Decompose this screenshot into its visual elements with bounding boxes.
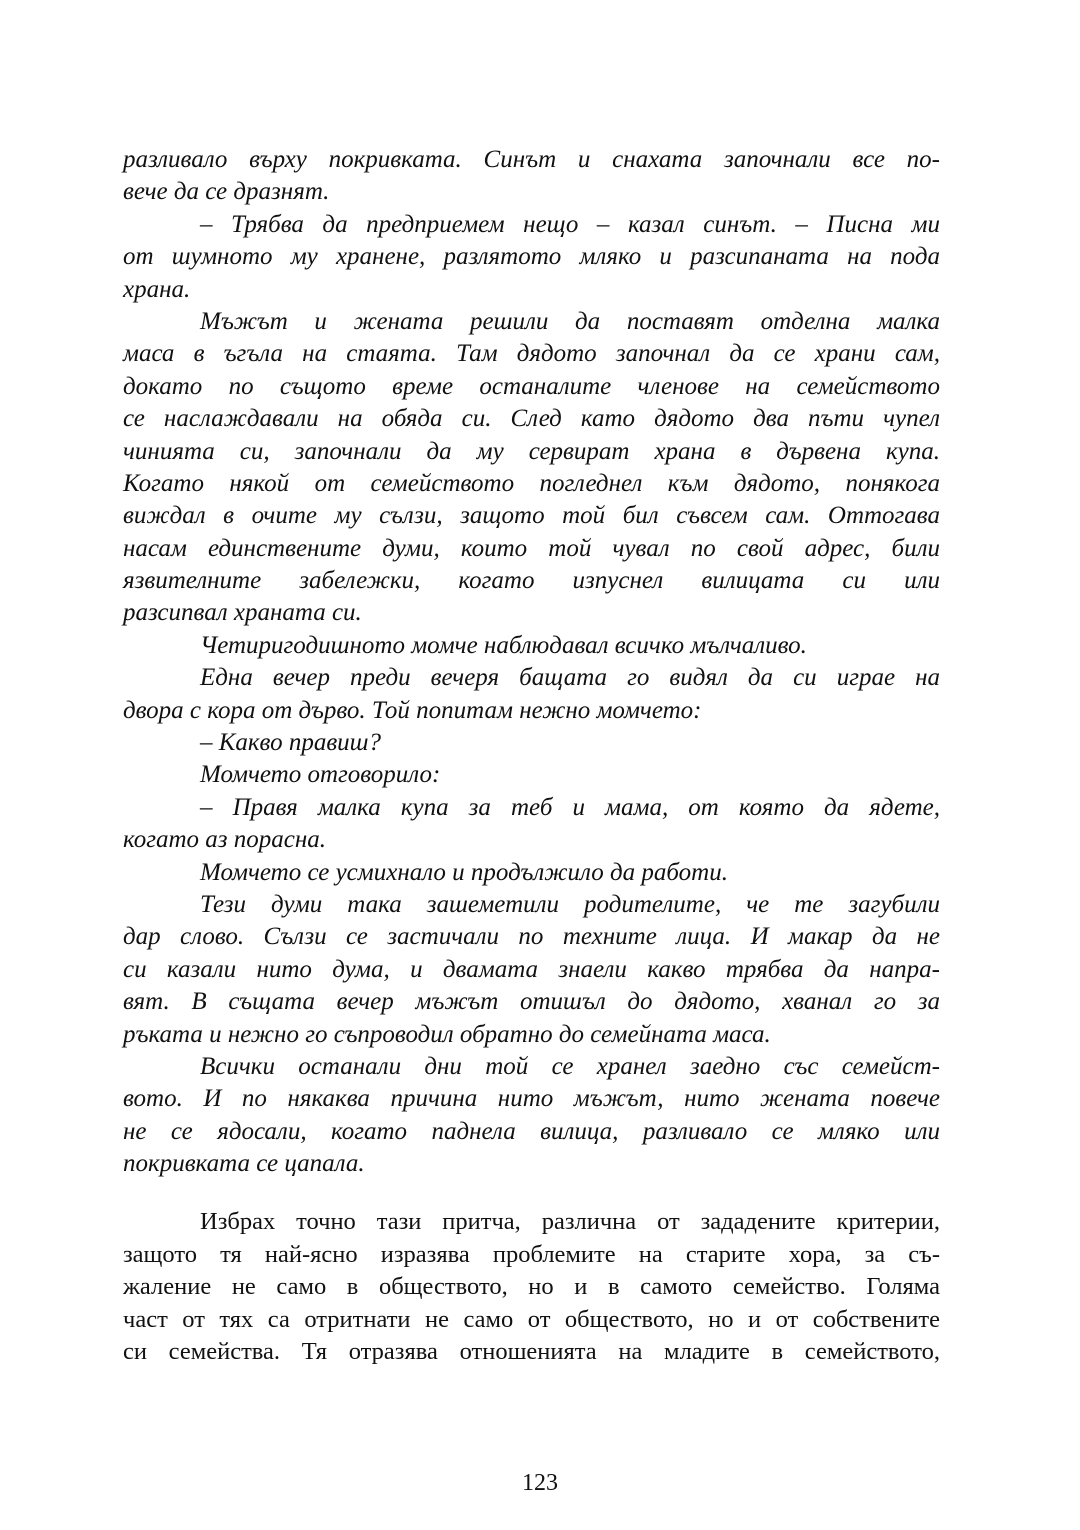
text-line: Момчето се усмихнало и продължило да работи. <box>200 858 728 886</box>
text-line: вече да се дразнят. <box>123 178 330 206</box>
text-line: Всички останали дни той се хранел заедно със семейст- <box>200 1052 940 1080</box>
text-line: се наслаждавали на обяда си. След като дядото два пъти чупел <box>123 405 940 433</box>
text-line: насам единствените думи, които той чувал по свой адрес, били <box>123 534 940 562</box>
text-line: докато по същото време останалите членове на семейството <box>123 372 940 400</box>
text-line: Когато някой от семейството погледнел към дядото, понякога <box>123 469 940 497</box>
text-line: ръката и нежно го съпроводил обратно до семейната маса. <box>123 1020 771 1048</box>
text-line: Тези думи така зашеметили родителите, че те загубили <box>200 890 940 918</box>
story-paragraph <box>123 857 940 889</box>
text-line: разсипвал храната си. <box>123 599 362 627</box>
text-line: вят. В същата вечер мъжът отишъл до дядото, хванал го за <box>123 988 940 1016</box>
text-line: вото. И по някаква причина нито мъжът, нито жената повече <box>123 1085 940 1113</box>
story-paragraph <box>123 144 940 209</box>
essay-paragraph <box>123 1206 940 1369</box>
story-paragraph <box>123 662 940 727</box>
text-line: дар слово. Сълзи се застичали по техните лица. И макар да не <box>123 923 940 951</box>
text-line: Избрах точно тази притча, различна от зададените критерии, <box>200 1208 940 1235</box>
parable-text <box>123 144 940 1181</box>
text-line: Момчето отговорило: <box>200 761 441 789</box>
text-line: виждал в очите му сълзи, защото той бил съвсем сам. Оттогава <box>123 502 940 530</box>
text-line: покривката се цапала. <box>123 1150 365 1178</box>
story-paragraph <box>123 759 940 791</box>
text-line: от шумното му хранене, разлятото мляко и разсипаната на пода <box>123 243 940 271</box>
text-line: си казали нито дума, и двамата знаели какво трябва да напра- <box>123 955 940 983</box>
story-paragraph <box>123 1051 940 1181</box>
text-line: язвителните забележки, когато изпуснел вилицата си или <box>123 567 940 595</box>
text-line: двора с кора от дърво. Той попитам нежно момчето: <box>123 696 702 724</box>
page-number: 123 <box>522 1470 558 1496</box>
text-line: Четиригодишното момче наблюдавал всичко мълчаливо. <box>200 631 807 659</box>
essay-text <box>123 1206 940 1369</box>
story-paragraph <box>123 306 940 630</box>
text-line: маса в ъгъла на стаята. Там дядото започнал да се храни сам, <box>123 340 940 368</box>
text-line: когато аз порасна. <box>123 826 327 854</box>
text-line: Една вечер преди вечеря бащата го видял да си играе на <box>200 664 940 692</box>
text-line: – Трябва да предприемем нещо – казал синът. – Писна ми <box>200 210 940 238</box>
story-paragraph <box>123 630 940 662</box>
text-line: жаление не само в обществото, но и в самото семейство. Голяма <box>123 1273 940 1301</box>
text-line: храна. <box>123 275 191 303</box>
text-line: не се ядосали, когато паднела вилица, разливало се мляко или <box>123 1117 940 1145</box>
text-line: – Какво правиш? <box>200 729 382 757</box>
story-paragraph <box>123 727 940 759</box>
text-line: защото тя най-ясно изразява проблемите на старите хора, за съ- <box>123 1240 940 1268</box>
text-line: Мъжът и жената решили да поставят отделна малка <box>200 307 940 335</box>
text-line: си семейства. Тя отразява отношенията на младите в семейството, <box>123 1338 940 1366</box>
text-line: част от тях са отритнати не само от обществото, но и от собствените <box>123 1305 940 1333</box>
story-paragraph <box>123 209 940 306</box>
story-paragraph <box>123 792 940 857</box>
text-line: – Правя малка купа за теб и мама, от която да ядете, <box>200 793 940 821</box>
story-paragraph <box>123 889 940 1051</box>
text-line: разливало върху покривката. Синът и снахата започнали все по- <box>123 146 940 173</box>
text-line: чинията си, започнали да му сервират храна в дървена купа. <box>123 437 940 465</box>
